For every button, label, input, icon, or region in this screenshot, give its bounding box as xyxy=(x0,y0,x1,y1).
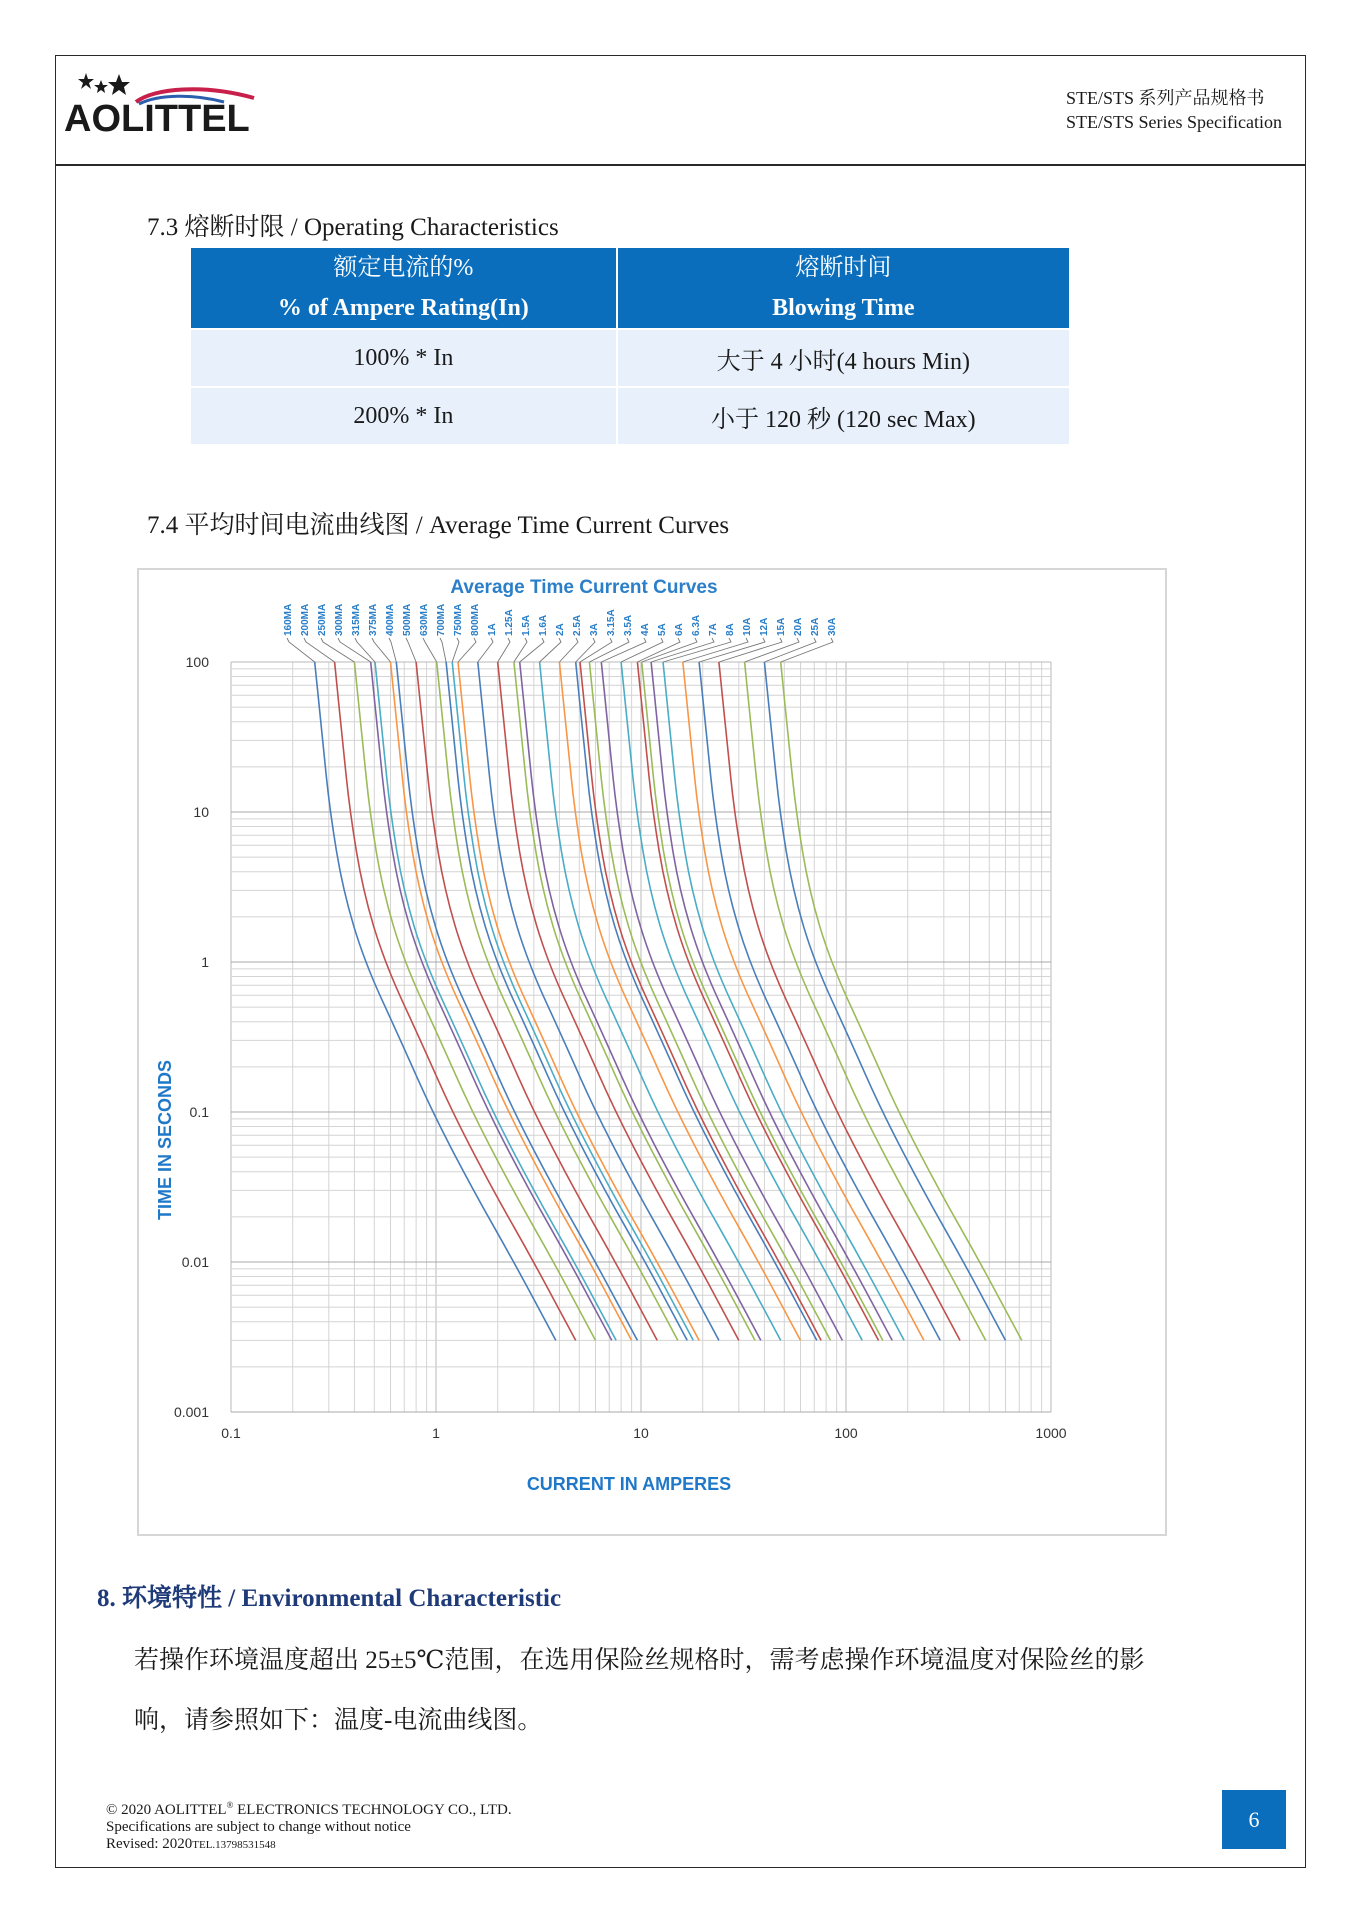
label-leader-line xyxy=(389,638,396,662)
label-leader-line xyxy=(514,638,527,662)
column-header-cn: 熔断时间 xyxy=(795,255,892,281)
y-tick-label: 100 xyxy=(185,654,209,670)
label-leader-line xyxy=(781,638,833,662)
footer-notice: Specifications are subject to change without notice xyxy=(106,1819,411,1835)
footer xyxy=(106,1797,512,1854)
series-label: 800MA xyxy=(470,603,481,636)
x-tick-labels xyxy=(221,1425,1067,1441)
x-tick-label: 100 xyxy=(834,1425,858,1441)
series-label: 300MA xyxy=(334,603,345,636)
chart-curves xyxy=(315,662,1022,1340)
series-label: 2A xyxy=(555,623,566,636)
label-leader-line xyxy=(338,638,371,662)
series-label: 375MA xyxy=(368,603,379,636)
series-label: 700MA xyxy=(436,603,447,636)
table-cell: 小于 120 秒 (120 sec Max) xyxy=(617,387,1069,444)
copyright-prefix: © 2020 AOLITTEL xyxy=(106,1802,227,1818)
series-label: 4A xyxy=(640,623,651,636)
series-label: 6.3A xyxy=(691,614,702,636)
label-leader-line xyxy=(321,638,354,662)
column-header-blowing-time xyxy=(617,248,1069,329)
section-7-4-title: 7.4 平均时间电流曲线图 / Average Time Current Curves xyxy=(147,512,730,539)
series-label: 8A xyxy=(725,623,736,636)
label-leader-line xyxy=(498,638,510,662)
label-leader-line xyxy=(287,638,315,662)
curve-7A xyxy=(651,662,892,1340)
header-title-en: STE/STS Series Specification xyxy=(1066,112,1282,132)
logo-text: AOLITTEL xyxy=(64,98,250,140)
chart-label-leaders xyxy=(287,638,833,662)
y-axis-label: TIME IN SECONDS xyxy=(155,1059,175,1221)
company-logo xyxy=(64,70,264,145)
registered-mark: ® xyxy=(226,1800,234,1810)
y-tick-label: 0.01 xyxy=(181,1254,209,1270)
label-leader-line xyxy=(601,638,646,662)
table-cell: 200% * In xyxy=(191,387,617,444)
column-header-ampere-rating xyxy=(191,248,617,329)
label-leader-line xyxy=(520,638,544,662)
series-label: 250MA xyxy=(317,603,328,636)
revised-text: Revised: 2020 xyxy=(106,1836,193,1852)
curve-700MA xyxy=(446,662,687,1340)
label-leader-line xyxy=(540,638,561,662)
series-label: 30A xyxy=(827,617,838,636)
y-tick-label: 0.001 xyxy=(173,1404,209,1420)
chart-series-labels xyxy=(283,604,838,636)
series-label: 25A xyxy=(810,617,821,636)
series-label: 1A xyxy=(487,623,498,636)
series-label: 3.5A xyxy=(623,614,634,636)
series-label: 10A xyxy=(742,617,753,636)
table-cell: 大于 4 小时(4 hours Min) xyxy=(617,329,1069,387)
label-leader-line xyxy=(478,638,493,662)
header-title-cn: STE/STS 系列产品规格书 xyxy=(1066,88,1265,108)
x-tick-label: 10 xyxy=(633,1425,649,1441)
series-label: 400MA xyxy=(385,603,396,636)
section-8-text-line-2: 响，请参照如下：温度-电流曲线图。 xyxy=(134,1707,543,1734)
column-header-en: % of Ampere Rating(In) xyxy=(277,295,529,321)
label-leader-line xyxy=(423,638,437,662)
series-label: 6A xyxy=(674,623,685,636)
y-tick-labels xyxy=(174,654,209,1420)
table-row xyxy=(191,387,1069,444)
series-label: 15A xyxy=(776,617,787,636)
section-8-text-line-1: 若操作环境温度超出 25±5℃范围，在选用保险丝规格时，需考虑操作环境温度对保险丝的影 xyxy=(134,1647,1145,1674)
series-label: 7A xyxy=(708,623,719,636)
footer-revised xyxy=(106,1836,512,1854)
curve-315MA xyxy=(375,662,616,1340)
series-label: 200MA xyxy=(300,603,311,636)
y-tick-label: 10 xyxy=(193,804,209,820)
x-axis-label: CURRENT IN AMPERES xyxy=(526,1474,732,1494)
header-divider xyxy=(55,164,1306,166)
series-label: 3.15A xyxy=(606,609,617,636)
section-8-title: 8. 环境特性 / Environmental Characteristic xyxy=(97,1585,562,1612)
label-leader-line xyxy=(372,638,391,662)
series-label: 750MA xyxy=(453,603,464,636)
chart-title: Average Time Current Curves xyxy=(450,577,718,598)
series-label: 12A xyxy=(759,617,770,636)
series-label: 3A xyxy=(589,623,600,636)
page-number: 6 xyxy=(1222,1790,1286,1849)
x-tick-label: 1000 xyxy=(1035,1425,1067,1441)
section-7-3-title: 7.3 熔断时限 / Operating Characteristics xyxy=(147,214,559,241)
label-leader-line xyxy=(452,638,459,662)
table-cell: 100% * In xyxy=(191,329,617,387)
chart-grid xyxy=(231,662,1051,1412)
footer-copyright xyxy=(106,1797,512,1819)
series-label: 5A xyxy=(657,623,668,636)
label-leader-line xyxy=(304,638,335,662)
curve-30A xyxy=(781,662,1022,1340)
time-current-chart xyxy=(137,568,1167,1536)
label-leader-line xyxy=(559,638,578,662)
y-tick-label: 1 xyxy=(201,954,209,970)
series-label: 20A xyxy=(793,617,804,636)
operating-characteristics-table xyxy=(191,248,1069,444)
series-label: 1.6A xyxy=(538,614,549,636)
label-leader-line xyxy=(440,638,446,662)
series-label: 1.25A xyxy=(504,609,515,636)
series-label: 160MA xyxy=(283,603,294,636)
chart-svg xyxy=(139,570,1165,1534)
series-label: 630MA xyxy=(419,603,430,636)
x-tick-label: 0.1 xyxy=(221,1425,241,1441)
series-label: 1.5A xyxy=(521,614,532,636)
telephone: TEL.13798531548 xyxy=(192,1839,276,1851)
series-label: 2.5A xyxy=(572,614,583,636)
x-tick-label: 1 xyxy=(432,1425,440,1441)
series-label: 500MA xyxy=(402,603,413,636)
document-header-title xyxy=(1066,86,1282,134)
copyright-suffix: ELECTRONICS TECHNOLOGY CO., LTD. xyxy=(233,1802,512,1818)
column-header-cn: 额定电流的% xyxy=(333,255,474,281)
column-header-en: Blowing Time xyxy=(772,295,915,321)
series-label: 315MA xyxy=(351,603,362,636)
y-tick-label: 0.1 xyxy=(189,1104,209,1120)
label-leader-line xyxy=(458,638,476,662)
table-row xyxy=(191,329,1069,387)
table-header-row xyxy=(191,248,1069,329)
label-leader-line xyxy=(406,638,416,662)
